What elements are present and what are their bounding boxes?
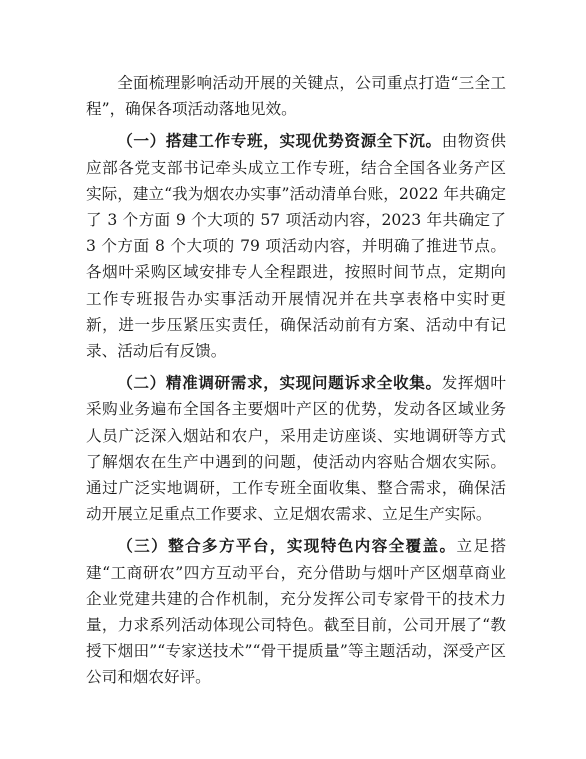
paragraph-intro	[86, 70, 506, 122]
document-body	[86, 70, 506, 697]
paragraph-text: 立足搭建“工商研农”四方互动平台，充分借助与烟叶产区烟草商业企业党建共建的合作机制，充分发挥公司专家骨干的技术力量，力求系列活动体现公司特色。截至目前，公司开展了“教授下烟田”“专家送技术”“骨干提质量”等主题活动，深受产区公司和烟农好评。	[86, 537, 506, 687]
paragraph-section-3	[86, 533, 506, 690]
paragraph-lead: （三）整合多方平台，实现特色内容全覆盖。	[117, 536, 457, 556]
paragraph-lead: （一）搭建工作专班，实现优势资源全下沉。	[117, 131, 442, 151]
paragraph-lead: （二）精准调研需求，实现问题诉求全收集。	[117, 373, 442, 393]
paragraph-text: 全面梳理影响活动开展的关键点，公司重点打造“三全工程”，确保各项活动落地见效。	[86, 74, 506, 119]
paragraph-text: 发挥烟叶采购业务遍布全国各主要烟叶产区的优势，发动各区域业务人员广泛深入烟站和农户，采用走访座谈、实地调研等方式了解烟农在生产中遇到的问题，使活动内容贴合烟农实际。通过广泛实地调研，工作专班全面收集、整合需求，确保活动开展立足重点工作要求、立足烟农需求、立足生产实际。	[86, 374, 506, 524]
paragraph-section-1	[86, 128, 506, 364]
paragraph-text: 由物资供应部各党支部书记牵头成立工作专班，结合全国各业务产区实际，建立“我为烟农办实事”活动清单台账，2022 年共确定了 3 个方面 9 个大项的 57 项活动内容，2023 年共确定了 3 个方面 8 个大项的 79 项活动内容，并明确了推进节点。各烟叶采购区域安排专人全程跟进，按照时间节点，定期向工作专班报告办实事活动开展情况并在共享表格中实时更新，进一步压紧压实责任，确保活动前有方案、活动中有记录、活动后有反馈。	[86, 132, 506, 361]
paragraph-section-2	[86, 370, 506, 527]
